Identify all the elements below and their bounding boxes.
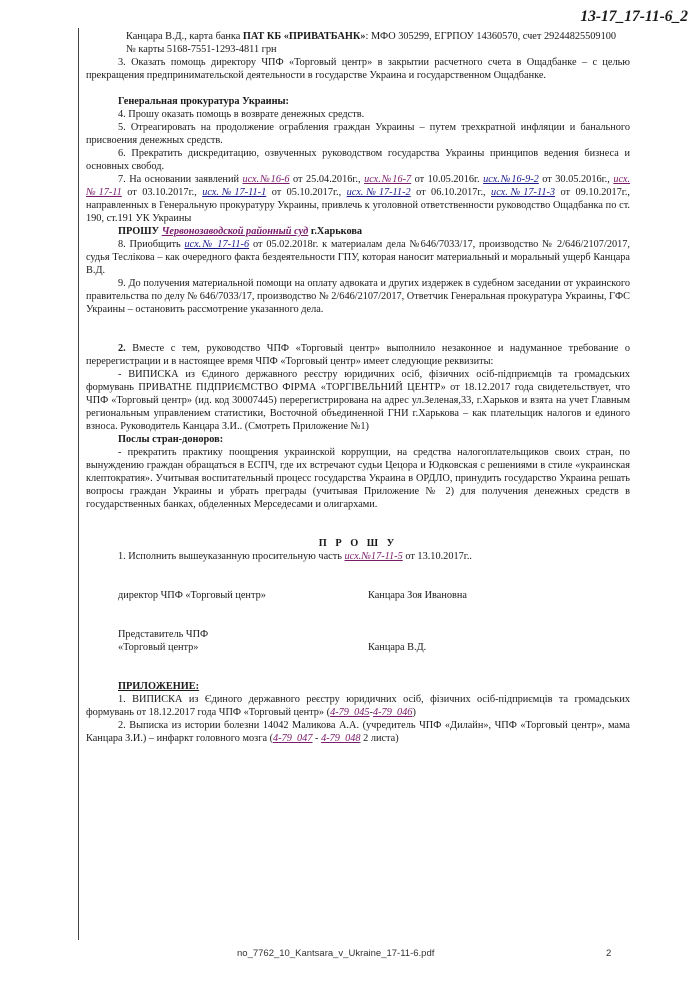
ref-link[interactable]: исх.№17-11-3 [491, 187, 556, 198]
text: от 03.10.2017г., [121, 187, 203, 198]
signature-title: «Торговый центр» [118, 642, 199, 653]
ref-link[interactable]: исх.№16-9-2 [483, 174, 539, 185]
text: 2. Выписка из истории болезни 14042 Маликова А.А. (учредитель ЧПФ «Дилайн», ЧПФ «Торговый центр», мама Канцара З.И.) – инфаркт головного мозга ( [86, 720, 630, 744]
text: от 06.10.2017г., [410, 187, 492, 198]
paragraph-7 [86, 173, 630, 225]
heading-request: П Р О Ш У [318, 538, 398, 549]
heading-appendix: ПРИЛОЖЕНИЕ: [118, 681, 200, 692]
appendix-2 [86, 719, 630, 745]
text: 1. Исполнить вышеуказанную просительную часть [118, 551, 345, 562]
text: ) [412, 707, 416, 718]
text: от 05.02.2018г. к материалам дела №646/7033/17, производство № 2/646/2107/2017, судья Теслікова – как очередного факта бездеятельности ГПУ, которая наносит материальный и моральный ущерб Канцара В.Д. [86, 239, 630, 276]
ref-link[interactable]: исх.№ 17-11-6 [184, 239, 250, 250]
text: - [369, 707, 373, 718]
margin-line [78, 28, 79, 940]
ref-link[interactable]: исх.№17-11-2 [346, 187, 411, 198]
ref-link[interactable]: исх.№17-11 [86, 174, 631, 198]
document-body [86, 30, 630, 745]
bank-name: ПАТ КБ «ПРИВАТБАНК» [242, 31, 366, 42]
text: от 05.10.2017г., [266, 187, 347, 198]
paragraph-card-number: № карты 5168-7551-1293-4811 грн [126, 44, 277, 55]
footer-filename: no_7762_10_Kantsara_v_Ukraine_17-11-6.pdf [237, 948, 435, 959]
paragraph-request-1 [86, 550, 630, 563]
text: 2 листа) [360, 733, 399, 744]
text: от 30.05.2016г., [538, 174, 614, 185]
text: от 25.04.2016г., [289, 174, 365, 185]
court-link[interactable]: Червонозаводской районный суд [161, 226, 309, 237]
signature-representative-row2 [86, 641, 630, 654]
paragraph-4: 4. Прошу оказать помощь в возврате денежных средств. [118, 109, 365, 120]
paragraph-6: 6. Прекратить дискредитацию, озвученных руководством государства Украины принципов ведения бизнеса и основных свобод. [86, 148, 630, 172]
section-number: 2. [118, 343, 126, 354]
signature-title: директор ЧПФ «Торговый центр» [118, 590, 266, 601]
ref-link[interactable]: исх.№17-11-1 [202, 187, 267, 198]
ref-link[interactable]: 4-79_047 [273, 733, 313, 744]
text: - [312, 733, 322, 744]
signature-director [86, 589, 630, 602]
paragraph-5: 5. Отреагировать на продолжение ограбления граждан Украины – путем трехкратной инфляции и банального присвоения денежных средств. [86, 122, 630, 146]
signature-name: Канцара В.Д. [368, 642, 427, 653]
document-id: 13-17_17-11-6_2 [580, 8, 688, 25]
heading-donors: Послы стран-доноров: [118, 434, 224, 445]
signature-representative [86, 628, 630, 641]
heading-prosecutor: Генеральная прокуратура Украины: [118, 96, 289, 107]
signature-name: Канцара Зоя Ивановна [368, 590, 467, 601]
text: Вместе с тем, руководство ЧПФ «Торговый центр» выполнило незаконное и надуманное требование о перерегистрации и в настоящее время ЧПФ «Торговый центр» имеет следующие реквизиты: [86, 343, 630, 367]
text: г.Харькова [308, 226, 363, 237]
text: 7. На основании заявлений [118, 174, 243, 185]
page-number: 2 [606, 948, 612, 959]
ref-link[interactable]: 4-79_046 [372, 707, 413, 718]
paragraph-3: 3. Оказать помощь директору ЧПФ «Торговый центр» в закрытии расчетного счета в Ощадбанке – с целью прекращения предпринимательской деятельности в государстве Украина и государственном Ощадбанке. [86, 57, 630, 81]
ref-link[interactable]: 4-79_048 [321, 733, 361, 744]
text: 1. ВИПИСКА из Єдиного державного реєстру юридичних осіб, фізичних осіб-підприємців та громадських формувань от 18.12.2017 года ЧПФ «Торговый центр» ( [86, 694, 630, 718]
ref-link[interactable]: исх.№17-11-5 [344, 551, 403, 562]
ref-link[interactable]: исх.№16-6 [242, 174, 290, 185]
text: от 09.10.2017г., направленных в Генеральную прокуратуру Украины, привлечь к уголовной ответственности руководство Ощадбанка по ст. 190, ст.191 УК Украины [86, 187, 631, 224]
paragraph-9: 9. До получения материальной помощи на оплату адвоката и других издержек в судебном заседании от украинского правительства по делу № 646/7033/17, производство № 2/646/2107/2017, Ответчик Генеральная прокуратура Украины, ГФС Украины – остановить рассмотрение указанного дела. [86, 278, 630, 315]
appendix-1 [86, 693, 630, 719]
text: : МФО 305299, ЕГРПОУ 14360570, счет 29244825509100 [365, 31, 617, 42]
ref-link[interactable]: исх.№16-7 [364, 174, 412, 185]
paragraph-extract: - ВИПИСКА из Єдиного державного реєстру юридичних осіб, фізичних осіб-підприємців та громадських формувань ПРИВАТНЕ ПІДПРИЄМСТВО ФІРМА «ТОРГІВЕЛЬНИЙ ЦЕНТР» от 18.12.2017 года свидетельствует, что ЧПФ «Торговый центр» (ид. код 30007445) перерегистрирована на адрес ул.Зеленая,33, г.Харьков и взята на учет Главным региональным управлением статистики, Восточной объединенной ГНИ г.Харькова – как плательщик налогов и единого взноса. Руководитель Канцара З.И.. (Смотреть Приложение №1) [86, 369, 630, 432]
signature-title: Представитель ЧПФ [118, 629, 209, 640]
paragraph-section-2 [86, 342, 630, 368]
text: от 10.05.2016г. [411, 174, 484, 185]
paragraph-8 [86, 238, 630, 277]
ref-link[interactable]: 4-79_045 [330, 707, 370, 718]
text: ПРОШУ [118, 226, 162, 237]
court-request [86, 225, 630, 238]
paragraph-donors: - прекратить практику поощрения украинской коррупции, на средства налогоплательщиков своих стран, по вынуждению граждан обращаться в ЕСПЧ, где их встречают судьи Цецора и Юдковская с решениями в стиле «украинская клептократия». Учитывая воспитательный процесс государства Украина в ОРДЛО, принудить государство Украина решать вопросы граждан Украины и убрать преграды (учитывая Приложение № 2) для получения денежных средств в государственных банках, обделенных Мерседесами и олигархами. [86, 447, 630, 510]
text: Канцара В.Д., карта банка [126, 31, 243, 42]
paragraph-bank-card [86, 30, 630, 43]
text: от 13.10.2017г.. [402, 551, 472, 562]
text: 8. Приобщить [118, 239, 185, 250]
